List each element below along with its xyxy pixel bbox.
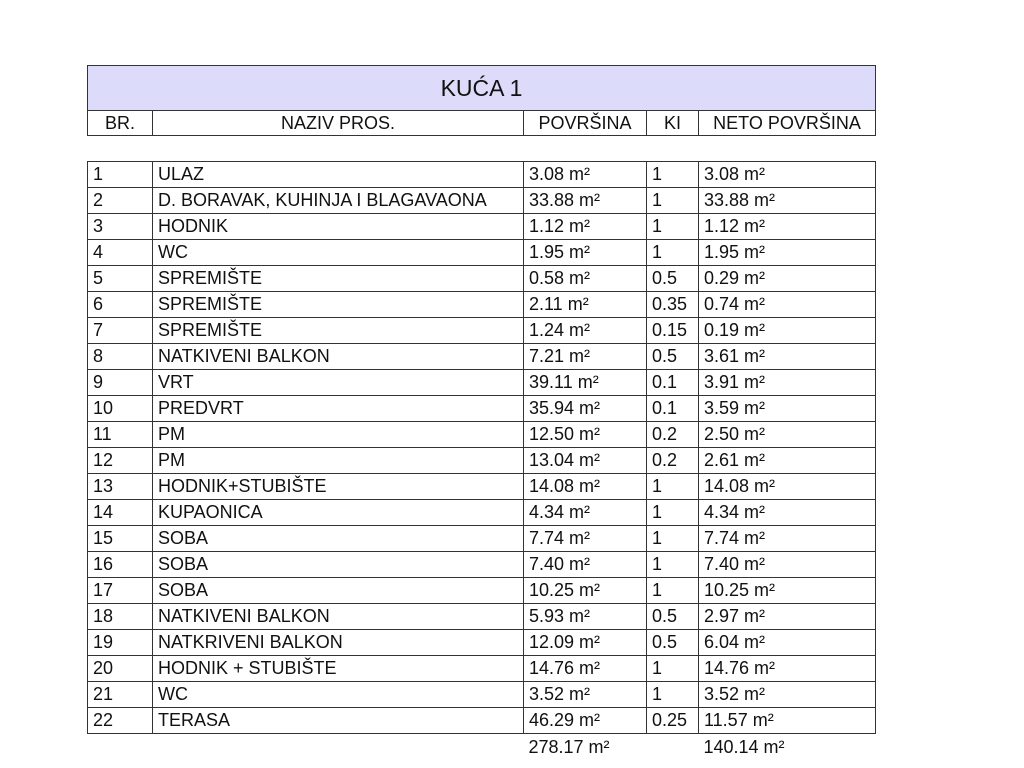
- cell-povrsina: 39.11 m²: [524, 370, 647, 396]
- cell-neto: 0.74 m²: [699, 292, 876, 318]
- cell-neto: 0.19 m²: [699, 318, 876, 344]
- table-row: [88, 344, 876, 370]
- cell-neto: 3.91 m²: [699, 370, 876, 396]
- cell-br: 2: [88, 188, 153, 214]
- cell-ki: 0.5: [647, 344, 699, 370]
- cell-neto: 3.59 m²: [699, 396, 876, 422]
- cell-ki: 1: [647, 214, 699, 240]
- cell-povrsina: 14.76 m²: [524, 656, 647, 682]
- cell-povrsina: 0.58 m²: [524, 266, 647, 292]
- cell-neto: 11.57 m²: [699, 708, 876, 734]
- cell-povrsina: 10.25 m²: [524, 578, 647, 604]
- cell-naziv: WC: [153, 240, 524, 266]
- cell-povrsina: 14.08 m²: [524, 474, 647, 500]
- rooms-table-body: [88, 162, 876, 734]
- cell-naziv: SPREMIŠTE: [153, 318, 524, 344]
- cell-br: 8: [88, 344, 153, 370]
- table-row: [88, 474, 876, 500]
- cell-ki: 1: [647, 578, 699, 604]
- page-title: KUĆA 1: [88, 66, 876, 111]
- cell-povrsina: 7.40 m²: [524, 552, 647, 578]
- cell-neto: 3.61 m²: [699, 344, 876, 370]
- cell-br: 13: [88, 474, 153, 500]
- title-row: [88, 66, 876, 111]
- cell-naziv: SOBA: [153, 578, 524, 604]
- cell-neto: 14.08 m²: [699, 474, 876, 500]
- cell-ki: 0.2: [647, 422, 699, 448]
- cell-neto: 3.52 m²: [699, 682, 876, 708]
- cell-naziv: PM: [153, 422, 524, 448]
- cell-br: 22: [88, 708, 153, 734]
- cell-br: 16: [88, 552, 153, 578]
- cell-ki: 0.25: [647, 708, 699, 734]
- cell-povrsina: 33.88 m²: [524, 188, 647, 214]
- cell-naziv: PREDVRT: [153, 396, 524, 422]
- table-row: [88, 188, 876, 214]
- cell-naziv: SOBA: [153, 526, 524, 552]
- totals-row: [88, 734, 876, 761]
- totals-blank-br: [88, 734, 153, 761]
- table-row: [88, 448, 876, 474]
- total-povrsina: 278.17 m²: [524, 734, 647, 761]
- cell-br: 19: [88, 630, 153, 656]
- table-row: [88, 240, 876, 266]
- cell-neto: 2.50 m²: [699, 422, 876, 448]
- cell-ki: 1: [647, 552, 699, 578]
- table-row: [88, 266, 876, 292]
- cell-br: 5: [88, 266, 153, 292]
- total-neto: 140.14 m²: [699, 734, 876, 761]
- cell-naziv: WC: [153, 682, 524, 708]
- cell-naziv: SOBA: [153, 552, 524, 578]
- cell-br: 4: [88, 240, 153, 266]
- cell-ki: 0.1: [647, 396, 699, 422]
- cell-neto: 6.04 m²: [699, 630, 876, 656]
- cell-ki: 1: [647, 240, 699, 266]
- column-header-neto: NETO POVRŠINA: [699, 111, 876, 136]
- cell-ki: 1: [647, 188, 699, 214]
- cell-naziv: NATKRIVENI BALKON: [153, 630, 524, 656]
- cell-povrsina: 7.21 m²: [524, 344, 647, 370]
- cell-povrsina: 3.52 m²: [524, 682, 647, 708]
- column-header-naziv: NAZIV PROS.: [153, 111, 524, 136]
- cell-naziv: HODNIK: [153, 214, 524, 240]
- cell-br: 21: [88, 682, 153, 708]
- cell-povrsina: 1.12 m²: [524, 214, 647, 240]
- cell-br: 15: [88, 526, 153, 552]
- table-row: [88, 162, 876, 188]
- cell-neto: 2.97 m²: [699, 604, 876, 630]
- table-row: [88, 656, 876, 682]
- cell-povrsina: 3.08 m²: [524, 162, 647, 188]
- rooms-table: [87, 161, 876, 760]
- cell-naziv: SPREMIŠTE: [153, 266, 524, 292]
- cell-br: 7: [88, 318, 153, 344]
- column-header-br: BR.: [88, 111, 153, 136]
- cell-neto: 0.29 m²: [699, 266, 876, 292]
- cell-neto: 1.95 m²: [699, 240, 876, 266]
- cell-br: 1: [88, 162, 153, 188]
- cell-ki: 1: [647, 526, 699, 552]
- totals-blank-naziv: [153, 734, 524, 761]
- cell-ki: 1: [647, 656, 699, 682]
- cell-neto: 7.40 m²: [699, 552, 876, 578]
- table-row: [88, 318, 876, 344]
- table-row: [88, 604, 876, 630]
- cell-ki: 0.1: [647, 370, 699, 396]
- cell-br: 14: [88, 500, 153, 526]
- table-row: [88, 214, 876, 240]
- cell-br: 6: [88, 292, 153, 318]
- cell-br: 17: [88, 578, 153, 604]
- table-row: [88, 396, 876, 422]
- cell-povrsina: 35.94 m²: [524, 396, 647, 422]
- cell-naziv: TERASA: [153, 708, 524, 734]
- table-row: [88, 500, 876, 526]
- cell-br: 18: [88, 604, 153, 630]
- table-row: [88, 708, 876, 734]
- cell-povrsina: 1.95 m²: [524, 240, 647, 266]
- header-table: [87, 65, 876, 136]
- cell-neto: 7.74 m²: [699, 526, 876, 552]
- cell-naziv: SPREMIŠTE: [153, 292, 524, 318]
- cell-povrsina: 1.24 m²: [524, 318, 647, 344]
- cell-neto: 14.76 m²: [699, 656, 876, 682]
- cell-neto: 1.12 m²: [699, 214, 876, 240]
- cell-naziv: VRT: [153, 370, 524, 396]
- table-row: [88, 292, 876, 318]
- column-header-povrsina: POVRŠINA: [524, 111, 647, 136]
- cell-povrsina: 7.74 m²: [524, 526, 647, 552]
- table-row: [88, 526, 876, 552]
- cell-povrsina: 4.34 m²: [524, 500, 647, 526]
- cell-neto: 33.88 m²: [699, 188, 876, 214]
- table-row: [88, 422, 876, 448]
- cell-naziv: D. BORAVAK, KUHINJA I BLAGAVAONA: [153, 188, 524, 214]
- table-row: [88, 552, 876, 578]
- cell-ki: 0.2: [647, 448, 699, 474]
- cell-br: 3: [88, 214, 153, 240]
- cell-br: 11: [88, 422, 153, 448]
- cell-naziv: HODNIK+STUBIŠTE: [153, 474, 524, 500]
- cell-ki: 1: [647, 162, 699, 188]
- cell-ki: 0.15: [647, 318, 699, 344]
- cell-naziv: NATKIVENI BALKON: [153, 604, 524, 630]
- cell-br: 20: [88, 656, 153, 682]
- cell-br: 12: [88, 448, 153, 474]
- cell-naziv: KUPAONICA: [153, 500, 524, 526]
- table-row: [88, 578, 876, 604]
- cell-naziv: ULAZ: [153, 162, 524, 188]
- table-row: [88, 370, 876, 396]
- cell-br: 9: [88, 370, 153, 396]
- cell-ki: 1: [647, 682, 699, 708]
- totals-blank-ki: [647, 734, 699, 761]
- cell-naziv: NATKIVENI BALKON: [153, 344, 524, 370]
- cell-neto: 4.34 m²: [699, 500, 876, 526]
- cell-br: 10: [88, 396, 153, 422]
- cell-neto: 2.61 m²: [699, 448, 876, 474]
- cell-povrsina: 46.29 m²: [524, 708, 647, 734]
- column-header-row: [88, 111, 876, 136]
- column-header-ki: KI: [647, 111, 699, 136]
- cell-neto: 10.25 m²: [699, 578, 876, 604]
- cell-ki: 1: [647, 474, 699, 500]
- cell-povrsina: 12.50 m²: [524, 422, 647, 448]
- cell-neto: 3.08 m²: [699, 162, 876, 188]
- cell-povrsina: 2.11 m²: [524, 292, 647, 318]
- cell-naziv: PM: [153, 448, 524, 474]
- cell-naziv: HODNIK + STUBIŠTE: [153, 656, 524, 682]
- cell-ki: 1: [647, 500, 699, 526]
- cell-ki: 0.35: [647, 292, 699, 318]
- cell-ki: 0.5: [647, 604, 699, 630]
- table-row: [88, 682, 876, 708]
- cell-povrsina: 5.93 m²: [524, 604, 647, 630]
- cell-ki: 0.5: [647, 630, 699, 656]
- cell-povrsina: 12.09 m²: [524, 630, 647, 656]
- table-row: [88, 630, 876, 656]
- cell-ki: 0.5: [647, 266, 699, 292]
- cell-povrsina: 13.04 m²: [524, 448, 647, 474]
